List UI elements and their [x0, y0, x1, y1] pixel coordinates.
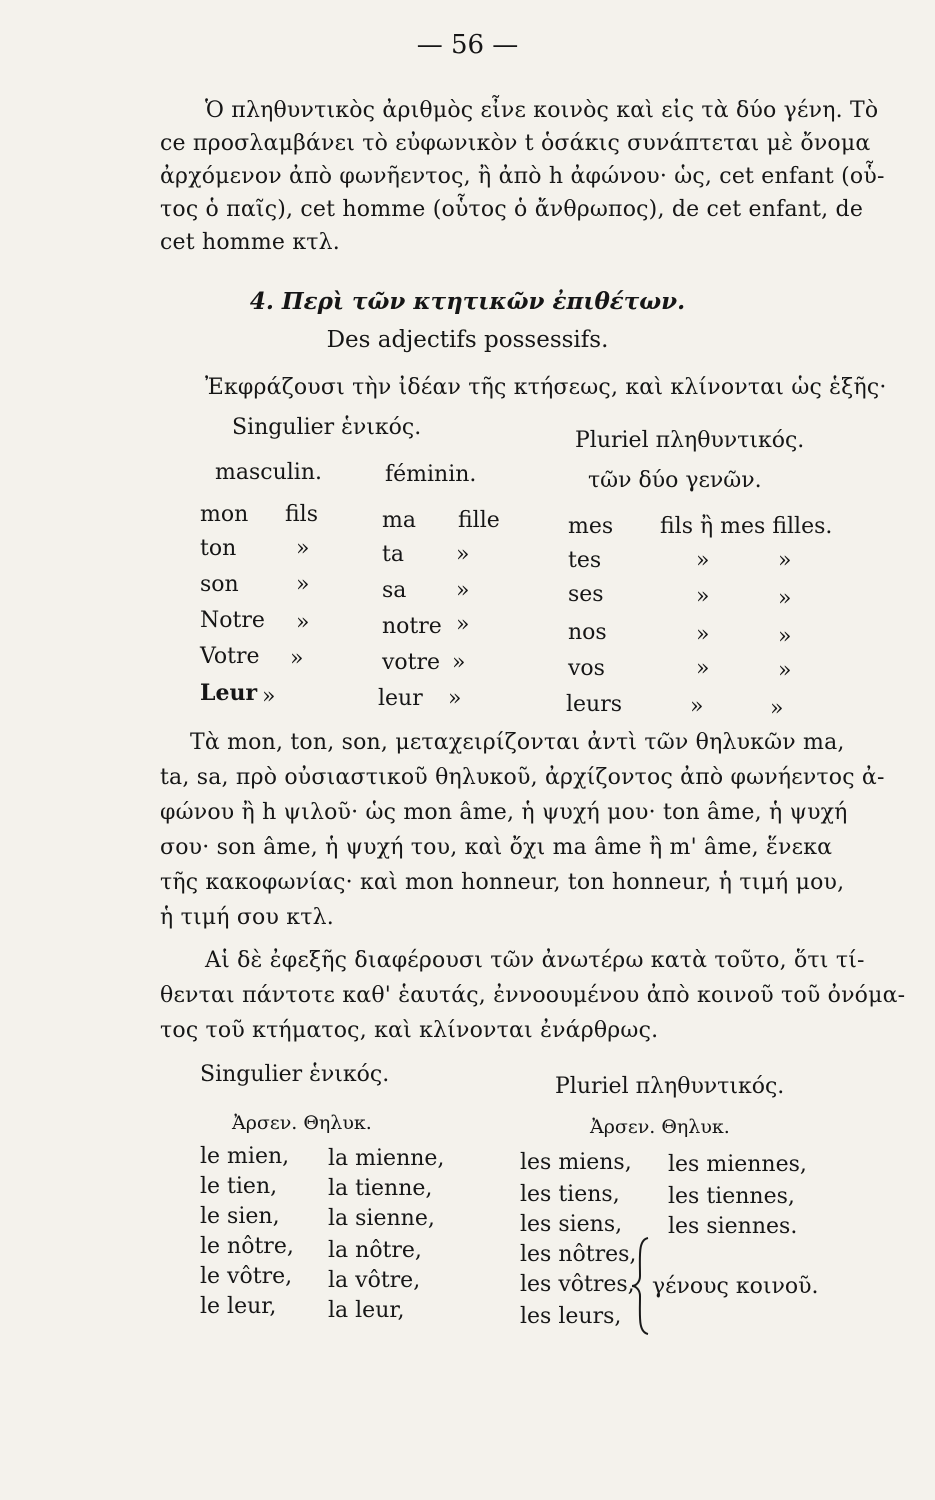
t1-r2-c3: »: [456, 578, 470, 603]
t2-r5-c2: les leurs,: [520, 1304, 622, 1329]
intro-line-1: Ὁ πληθυντικὸς ἀριθμὸς εἶνε κοινὸς καὶ εἰς τὰ δύο γένη. Τὸ: [205, 98, 879, 123]
t1-r4-c1: »: [290, 646, 304, 671]
table2-plural-label: Pluriel πληθυντικός.: [555, 1074, 785, 1099]
t2-r1-c2: les tiens,: [520, 1182, 620, 1207]
t1-r1-c0: ton: [200, 536, 237, 561]
t2-r4-c1: la vôtre,: [328, 1268, 421, 1293]
t1-r3-c2: notre: [382, 614, 442, 639]
table1-singular-label: Singulier ἑνικός.: [232, 415, 422, 440]
middle-line-1: Τὰ mon, ton, son, μεταχειρίζονται ἀντὶ τῶν θηλυκῶν ma,: [190, 730, 845, 755]
t1-r3-c4: nos: [568, 620, 607, 645]
intro-line-5: cet homme κτλ.: [160, 230, 340, 255]
middle-line-9: τος τοῦ κτήματος, καὶ κλίνονται ἐνάρθρως.: [160, 1018, 659, 1043]
t2-r0-c2: les miens,: [520, 1150, 632, 1175]
t1-r5-c4: leurs: [566, 692, 623, 717]
t1-r1-c3: »: [456, 542, 470, 567]
t1-r1-c1: »: [296, 536, 310, 561]
intro-line-2: ce προσλαμβάνει τὸ εὐφωνικὸν t ὁσάκις συνάπτεται μὲ ὄνομα: [160, 131, 871, 156]
t1-r4-c2: votre: [382, 650, 441, 675]
table2-singular-label: Singulier ἑνικός.: [200, 1062, 390, 1087]
t2-r0-c1: la mienne,: [328, 1146, 445, 1171]
t1-r4-c4: vos: [568, 656, 605, 681]
table1-feminine: féminin.: [385, 462, 477, 487]
t1-r4-c0: Votre: [200, 644, 260, 669]
t1-r1-c6: »: [778, 548, 792, 573]
possessive-intro: Ἐκφράζουσι τὴν ἰδέαν τῆς κτήσεως, καὶ κλίνονται ὡς ἑξῆς·: [205, 375, 887, 400]
grouping-brace: [630, 1236, 652, 1336]
t2-r1-c3: les tiennes,: [668, 1184, 795, 1209]
middle-line-8: θενται πάντοτε καθ' ἑαυτάς, ἐννοουμένου ἀπὸ κοινοῦ τοῦ ὀνόμα-: [160, 983, 906, 1008]
t1-r5-c1: »: [262, 684, 276, 709]
t2-r2-c0: le sien,: [200, 1204, 280, 1229]
intro-line-3: ἀρχόμενον ἀπὸ φωνῆεντος, ἢ ἀπὸ h ἀφώνου· ὡς, cet enfant (οὗ-: [160, 164, 885, 189]
t1-r2-c2: sa: [382, 578, 407, 603]
t1-r5-c6: »: [770, 696, 784, 721]
table2-gender-singular: Ἀρσεν. Θηλυκ.: [232, 1112, 372, 1134]
table1-masculine: masculin.: [215, 460, 322, 485]
table2-gender-plural: Ἀρσεν. Θηλυκ.: [590, 1116, 730, 1138]
t2-r5-c1: la leur,: [328, 1298, 405, 1323]
middle-line-5: τῆς κακοφωνίας· καὶ mon honneur, ton honneur, ἡ τιμή μου,: [160, 870, 845, 895]
t1-r5-c3: »: [448, 686, 462, 711]
t2-r1-c0: le tien,: [200, 1174, 278, 1199]
t1-r0-c2: ma: [382, 508, 416, 533]
t1-r2-c6: »: [778, 586, 792, 611]
section-subtitle: Des adjectifs possessifs.: [326, 327, 609, 353]
t2-r4-c0: le vôtre,: [200, 1264, 293, 1289]
t2-r0-c0: le mien,: [200, 1144, 290, 1169]
middle-line-3: φώνου ἢ h ψιλοῦ· ὡς mon âme, ἡ ψυχή μου· ton âme, ἡ ψυχή: [160, 800, 848, 825]
t1-r3-c3: »: [456, 612, 470, 637]
t2-r3-c0: le nôtre,: [200, 1234, 294, 1259]
t1-r3-c5: »: [696, 622, 710, 647]
t1-r3-c1: »: [296, 610, 310, 635]
t2-r3-c2: les nôtres,: [520, 1242, 637, 1267]
t1-r5-c0: Leur: [200, 680, 258, 706]
t1-r4-c5: »: [696, 656, 710, 681]
t1-r0-c3: fille: [458, 508, 500, 533]
middle-line-7: Αἱ δὲ ἐφεξῆς διαφέρουσι τῶν ἀνωτέρω κατὰ τοῦτο, ὅτι τί-: [205, 948, 865, 973]
t1-r3-c0: Notre: [200, 608, 265, 633]
t2-r2-c3: les siennes.: [668, 1214, 798, 1239]
t2-r3-c1: la nôtre,: [328, 1238, 422, 1263]
t1-r1-c4: tes: [568, 548, 602, 573]
page-number: — 56 —: [416, 30, 519, 60]
t1-r4-c3: »: [452, 650, 466, 675]
t2-r5-c0: le leur,: [200, 1294, 277, 1319]
t1-r3-c6: »: [778, 624, 792, 649]
t1-r1-c5: »: [696, 548, 710, 573]
t1-r2-c1: »: [296, 572, 310, 597]
t1-r1-c2: ta: [382, 542, 404, 567]
t2-r1-c1: la tienne,: [328, 1176, 433, 1201]
t1-r2-c0: son: [200, 572, 239, 597]
t1-r4-c6: »: [778, 658, 792, 683]
t1-r5-c2: leur: [378, 686, 423, 711]
t1-r0-c5: fils ἢ mes filles.: [660, 514, 833, 539]
t2-r4-c2: les vôtres,: [520, 1272, 635, 1297]
table1-both-genders: τῶν δύο γενῶν.: [588, 468, 762, 493]
middle-line-2: ta, sa, πρὸ οὐσιαστικοῦ θηλυκοῦ, ἀρχίζοντος ἀπὸ φωνήεντος ἀ-: [160, 765, 885, 790]
table1-plural-label: Pluriel πληθυντικός.: [575, 428, 805, 453]
t2-r0-c3: les miennes,: [668, 1152, 807, 1177]
t1-r5-c5: »: [690, 694, 704, 719]
t1-r0-c0: mon: [200, 502, 249, 527]
middle-line-4: σου· son âme, ἡ ψυχή του, καὶ ὄχι ma âme ἢ m' âme, ἕνεκα: [160, 835, 833, 860]
t1-r0-c1: fils: [285, 502, 318, 527]
intro-line-4: τος ὁ παῖς), cet homme (οὗτος ὁ ἄνθρωπος), de cet enfant, de: [160, 197, 864, 222]
middle-line-6: ἡ τιμή σου κτλ.: [160, 905, 334, 930]
section-title: 4. Περὶ τῶν κτητικῶν ἐπιθέτων.: [249, 288, 686, 315]
t1-r2-c4: ses: [568, 582, 604, 607]
brace-note: γένους κοινοῦ.: [652, 1274, 819, 1299]
t1-r2-c5: »: [696, 584, 710, 609]
t1-r0-c4: mes: [568, 514, 614, 539]
t2-r2-c1: la sienne,: [328, 1206, 435, 1231]
t2-r2-c2: les siens,: [520, 1212, 623, 1237]
